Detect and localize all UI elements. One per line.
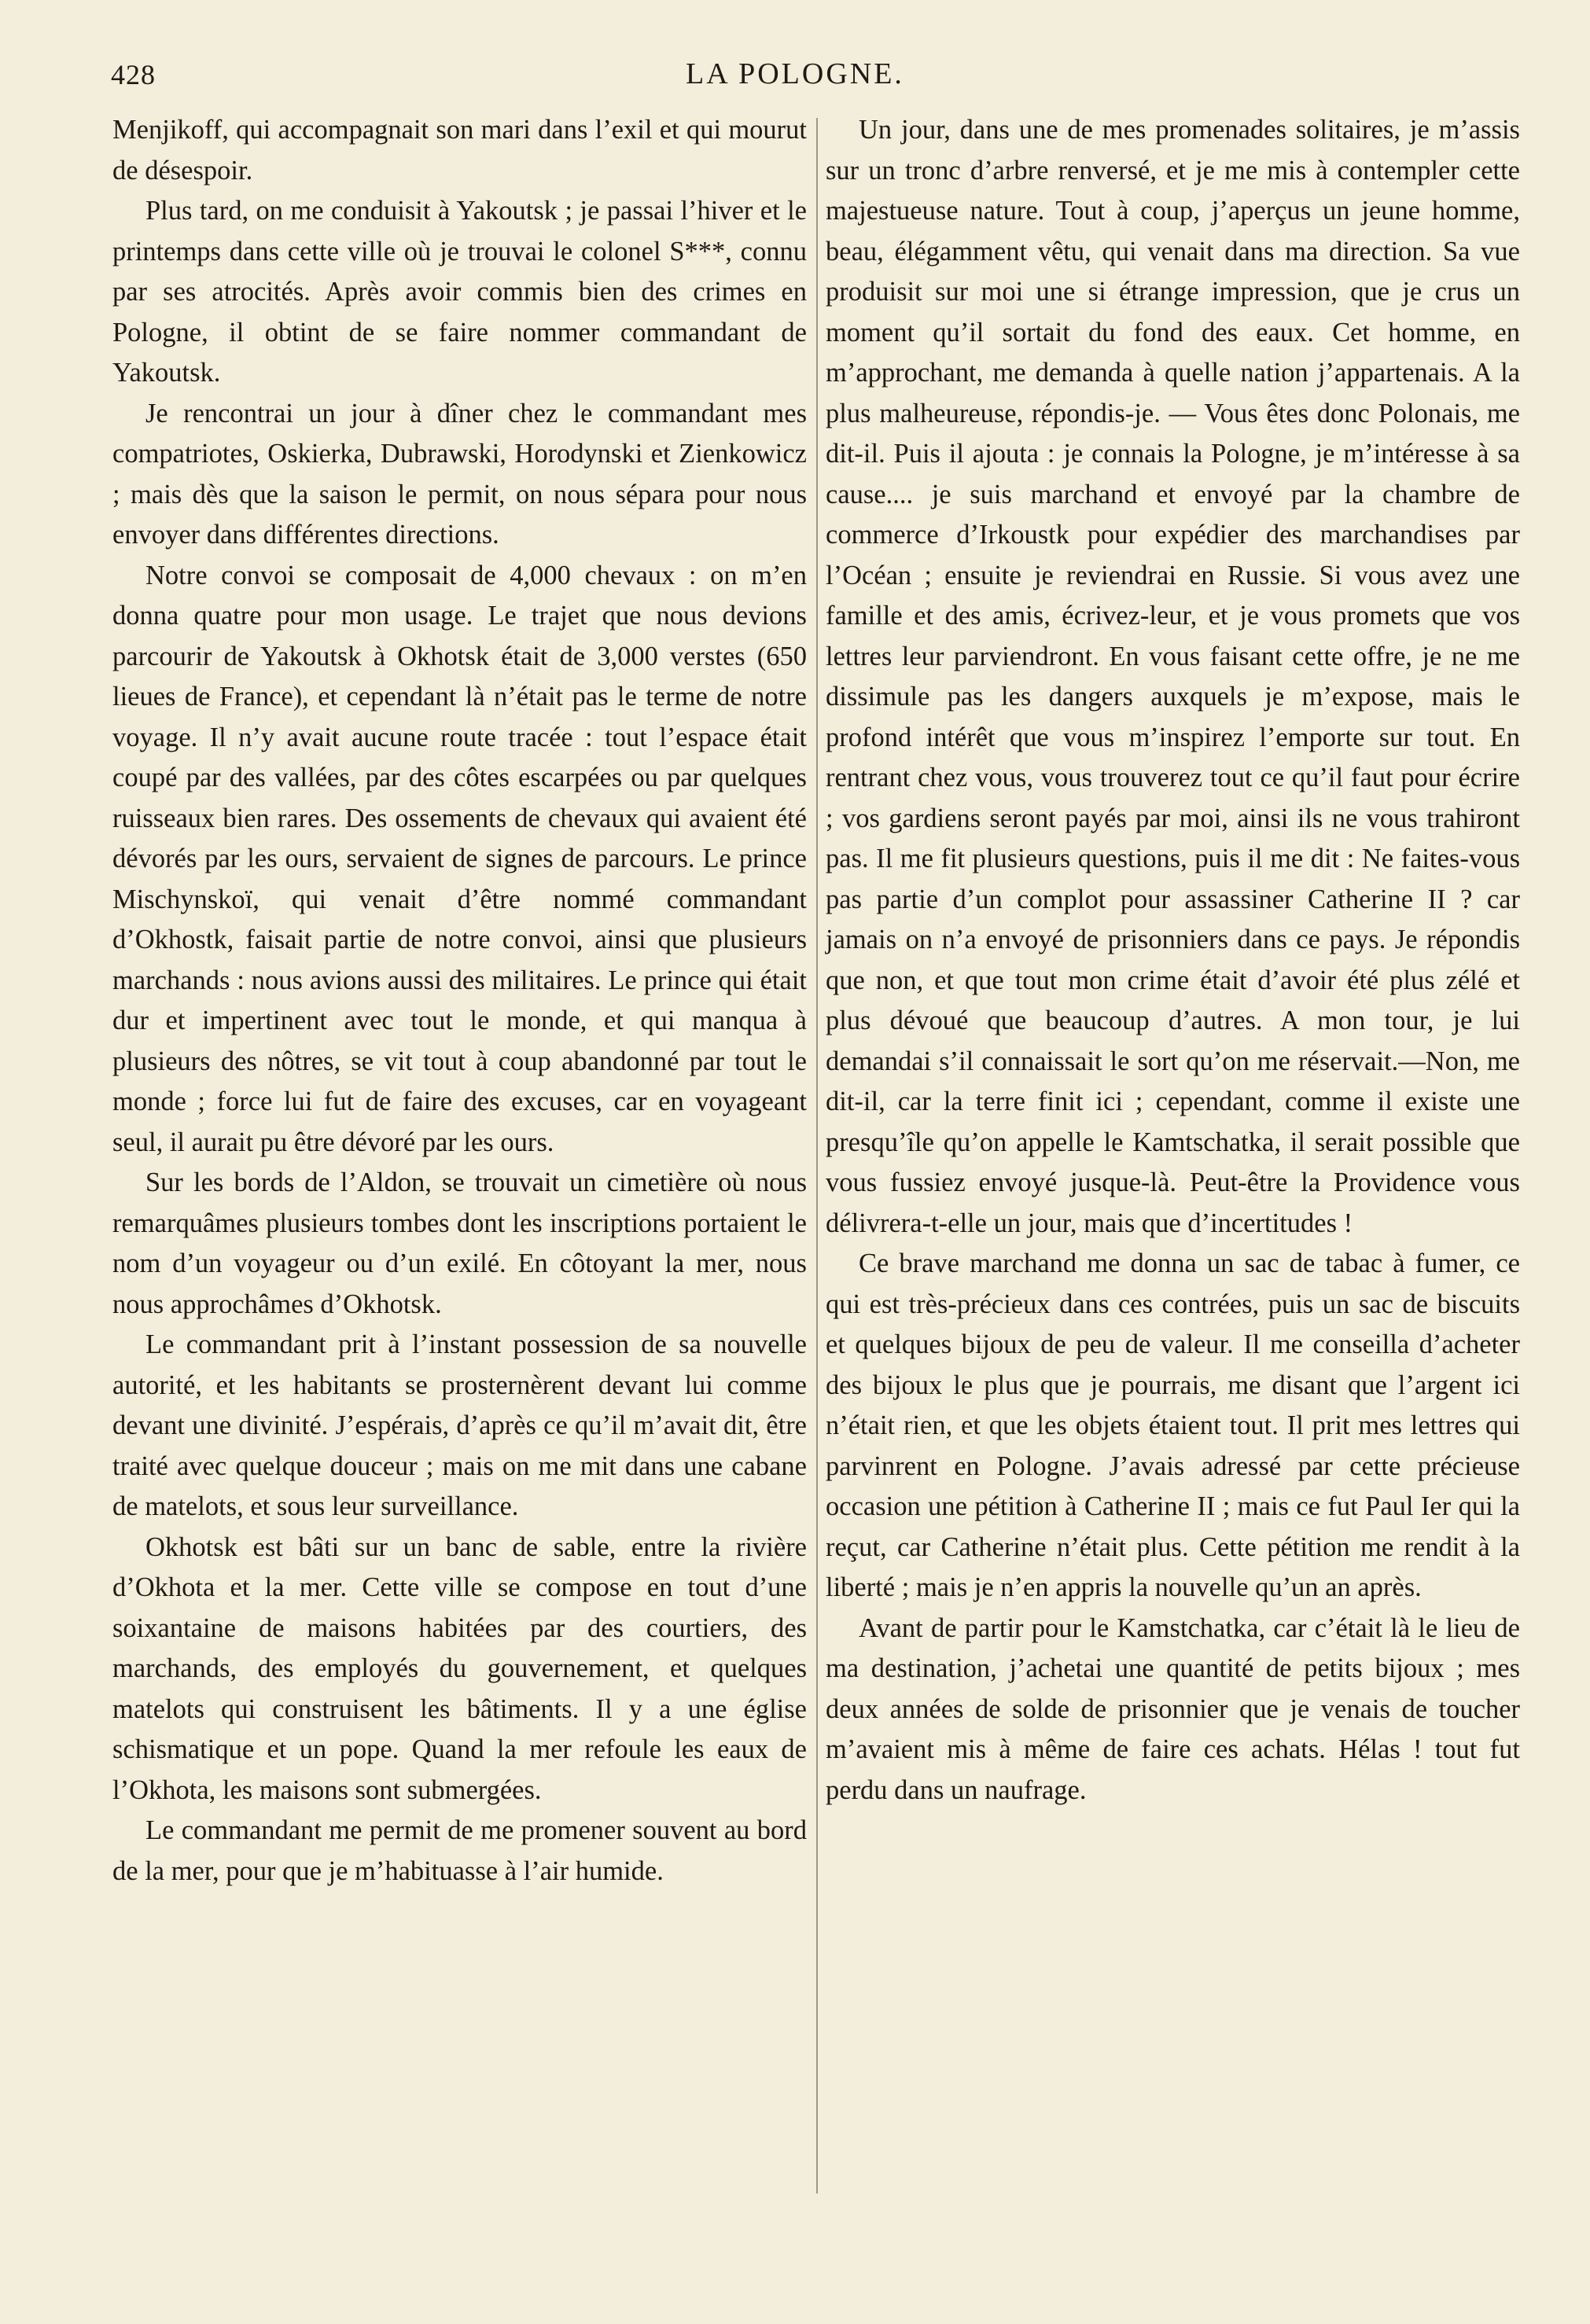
- paragraph: Plus tard, on me conduisit à Yakoutsk ; je passai l’hiver et le printemps dans cette ville où je trouvai le colonel S***, connu par ses atrocités. Après avoir commis bien des crimes en Pologne, il obtint de se faire nommer commandant de Yakoutsk.: [112, 196, 807, 388]
- paragraph: Le commandant prit à l’instant possession de sa nouvelle autorité, et les habitants se prosternèrent devant lui comme devant une divinité. J’espérais, d’après ce qu’il m’avait dit, être traité avec quelque douceur ; mais on me mit dans une cabane de matelots, et sous leur surveillance.: [112, 1329, 807, 1521]
- paragraph: Le commandant me permit de me promener souvent au bord de la mer, pour que je m’habituasse à l’air humide.: [112, 1815, 807, 1886]
- paragraph: Avant de partir pour le Kamstchatka, car c’était là le lieu de ma destination, j’achetai une quantité de petits bijoux ; mes deux années de solde de prisonnier que je venais de toucher m’avaient mis à même de faire ces achats. Hélas ! tout fut perdu dans un naufrage.: [826, 1612, 1520, 1805]
- paragraph: Ce brave marchand me donna un sac de tabac à fumer, ce qui est très-précieux dans ces contrées, puis un sac de biscuits et quelques bijoux de peu de valeur. Il me conseilla d’acheter des bijoux le plus que je pourrais, me disant que l’argent ici n’était rien, et que les objets étaient tout. Il prit mes lettres qui parvinrent en Pologne. J’avais adressé par cette précieuse occasion une pétition à Catherine II ; mais ce fut Paul Ier qui la reçut, car Catherine n’était plus. Cette pétition me rendit à la liberté ; mais je n’en appris la nouvelle qu’un an après.: [826, 1248, 1520, 1602]
- right-column: [826, 110, 1520, 1811]
- paragraph: Sur les bords de l’Aldon, se trouvait un cimetière où nous remarquâmes plusieurs tombes dont les inscriptions portaient le nom d’un voyageur ou d’un exilé. En côtoyant la mer, nous nous approchâmes d’Okhotsk.: [112, 1168, 807, 1319]
- page-number: 428: [111, 59, 156, 90]
- running-title: LA POLOGNE.: [686, 57, 904, 90]
- column-rule: [816, 118, 818, 2193]
- paragraph: Notre convoi se composait de 4,000 chevaux : on m’en donna quatre pour mon usage. Le trajet que nous devions parcourir de Yakoutsk à Okhotsk était de 3,000 verstes (650 lieues de France), et cependant là n’était pas le terme de notre voyage. Il n’y avait aucune route tracée : tout l’espace était coupé par des vallées, par des côtes escarpées ou par quelques ruisseaux bien rares. Des ossements de chevaux qui avaient été dévorés par les ours, servaient de signes de parcours. Le prince Mischynskoï, qui venait d’être nommé commandant d’Okhostk, faisait partie de notre convoi, ainsi que plusieurs marchands : nous avions aussi des militaires. Le prince qui était dur et impertinent avec tout le monde, et qui manqua à plusieurs des nôtres, se vit tout à coup abandonné par tout le monde ; force lui fut de faire des excuses, car en voyageant seul, il aurait pu être dévoré par les ours.: [112, 560, 807, 1157]
- left-column: [112, 110, 807, 1892]
- paragraph: Menjikoff, qui accompagnait son mari dans l’exil et qui mourut de désespoir.: [112, 115, 807, 186]
- paragraph: Je rencontrai un jour à dîner chez le commandant mes compatriotes, Oskierka, Dubrawski, Horodynski et Zienkowicz ; mais dès que la saison le permit, on nous sépara pour nous envoyer dans différentes directions.: [112, 398, 807, 550]
- paragraph: Un jour, dans une de mes promenades solitaires, je m’assis sur un tronc d’arbre renversé, et je me mis à contempler cette majestueuse nature. Tout à coup, j’aperçus un jeune homme, beau, élégamment vêtu, qui venait dans ma direction. Sa vue produisit sur moi une si étrange impression, que je crus un moment qu’il sortait du fond des eaux. Cet homme, en m’approchant, me demanda à quelle nation j’appartenais. A la plus malheureuse, répondis-je. — Vous êtes donc Polonais, me dit-il. Puis il ajouta : je connais la Pologne, je m’intéresse à sa cause.... je suis marchand et envoyé par la chambre de commerce d’Irkoustk pour expédier des marchandises par l’Océan ; ensuite je reviendrai en Russie. Si vous avez une famille et des amis, écrivez-leur, et je vous promets que vos lettres leur parviendront. En vous faisant cette offre, je ne me dissimule pas les dangers auxquels je m’expose, mais le profond intérêt que vous m’inspirez l’emporte sur tout. En rentrant chez vous, vous trouverez tout ce qu’il faut pour écrire ; vos gardiens seront payés par moi, ainsi ils ne vous trahiront pas. Il me fit plusieurs questions, puis il me dit : Ne faites-vous pas partie d’un complot pour assassiner Catherine II ? car jamais on n’a envoyé de prisonniers dans ce pays. Je répondis que non, et que tout mon crime était d’avoir été plus zélé et plus dévoué que beaucoup d’autres. A mon tour, je lui demandai s’il connaissait le sort qu’on me réservait.—Non, me dit-il, car la terre finit ici ; cependant, comme il existe une presqu’île qu’on appelle le Kamtschatka, il serait possible que vous fussiez envoyé jusque-là. Peut-être la Providence vous délivrera-t-elle un jour, mais que d’incertitudes !: [826, 115, 1520, 1238]
- paragraph: Okhotsk est bâti sur un banc de sable, entre la rivière d’Okhota et la mer. Cette ville se compose en tout d’une soixantaine de maisons habitées par des courtiers, des marchands, des employés du gouvernement, et quelques matelots qui construisent les bâtiments. Il y a une église schismatique et un pope. Quand la mer refoule les eaux de l’Okhota, les maisons sont submergées.: [112, 1532, 807, 1805]
